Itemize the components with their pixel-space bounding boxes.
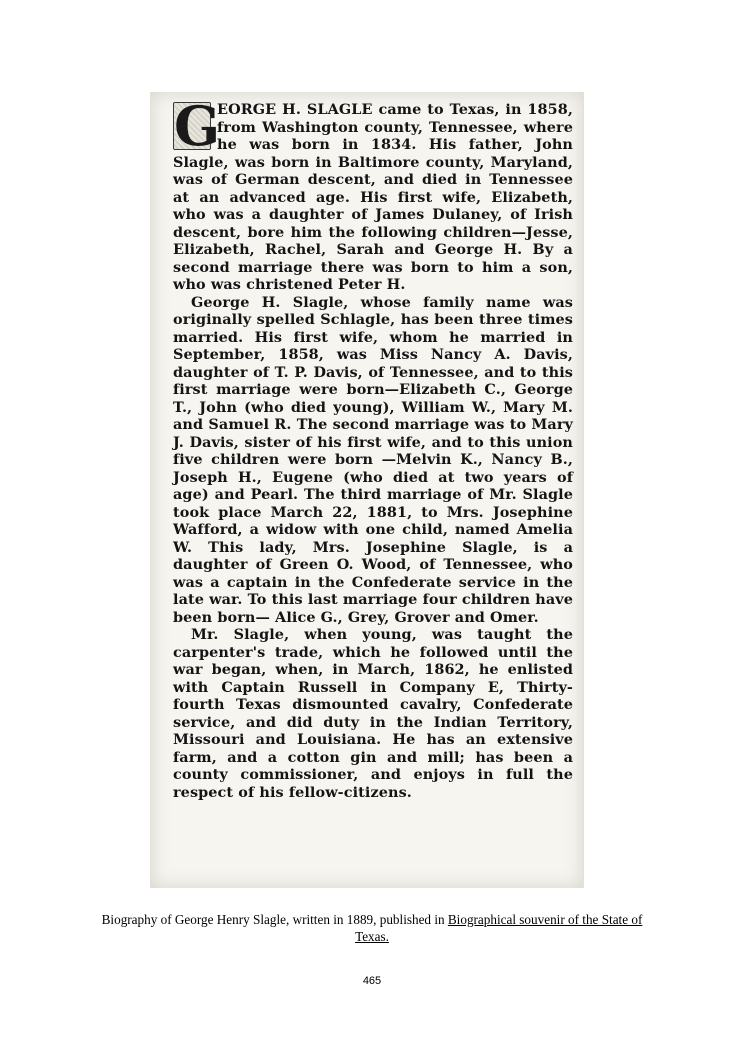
paragraph-1 — [173, 94, 573, 294]
source-title-link[interactable]: Biographical souvenir of the State of Texas. — [355, 912, 643, 944]
page-number: 465 — [362, 975, 382, 987]
drop-cap-letter: G — [174, 94, 221, 158]
paragraph-3: Mr. Slagle, when young, was taught the carpenter's trade, which he followed until the war began, when, in March, 1862, he enlisted with Captain Russell in Company E, Thirty-fourth Texas dismounted cavalry, Confederate service, and did duty in the Indian Territory, Missouri and Louisiana. He has an extensive farm, and a cotton gin and mill; has been a county commissioner, and enjoys in full the respect of his fellow-citizens. — [173, 626, 573, 801]
paragraph-2: George H. Slagle, whose family name was originally spelled Schlagle, has been three times married. His first wife, whom he married in September, 1858, was Miss Nancy A. Davis, daughter of T. P. Davis, of Tennessee, and to this first marriage were born—Elizabeth C., George T., John (who died young), William W., Mary M. and Samuel R. The second marriage was to Mary J. Davis, sister of his first wife, and to this union five children were born —Melvin K., Nancy B., Joseph H., Eugene (who died at two years of age) and Pearl. The third marriage of Mr. Slagle took place March 22, 1881, to Mrs. Josephine Wafford, a widow with one child, named Amelia W. This lady, Mrs. Josephine Slagle, is a daughter of Green O. Wood, of Tennessee, who was a captain in the Confederate service in the late war. To this last marriage four children have been born— Alice G., Grey, Grover and Omer. — [173, 293, 573, 626]
biography-text — [173, 94, 573, 801]
paragraph-1-text: EORGE H. SLAGLE came to Texas, in 1858, from Washington county, Tennessee, where he was born in 1834. His father, John Slagle, was born in Baltimore county, Maryland, was of German descent, and died in Tennessee at an advanced age. His first wife, Elizabeth, who was a daughter of James Dulaney, of Irish descent, bore him the following children—Jesse, Elizabeth, Rachel, Sarah and George H. By a second marriage there was born to him a son, who was christened Peter H. — [173, 101, 573, 293]
figure-caption — [100, 911, 644, 945]
caption-text: Biography of George Henry Slagle, written in 1889, published in — [101, 912, 448, 927]
